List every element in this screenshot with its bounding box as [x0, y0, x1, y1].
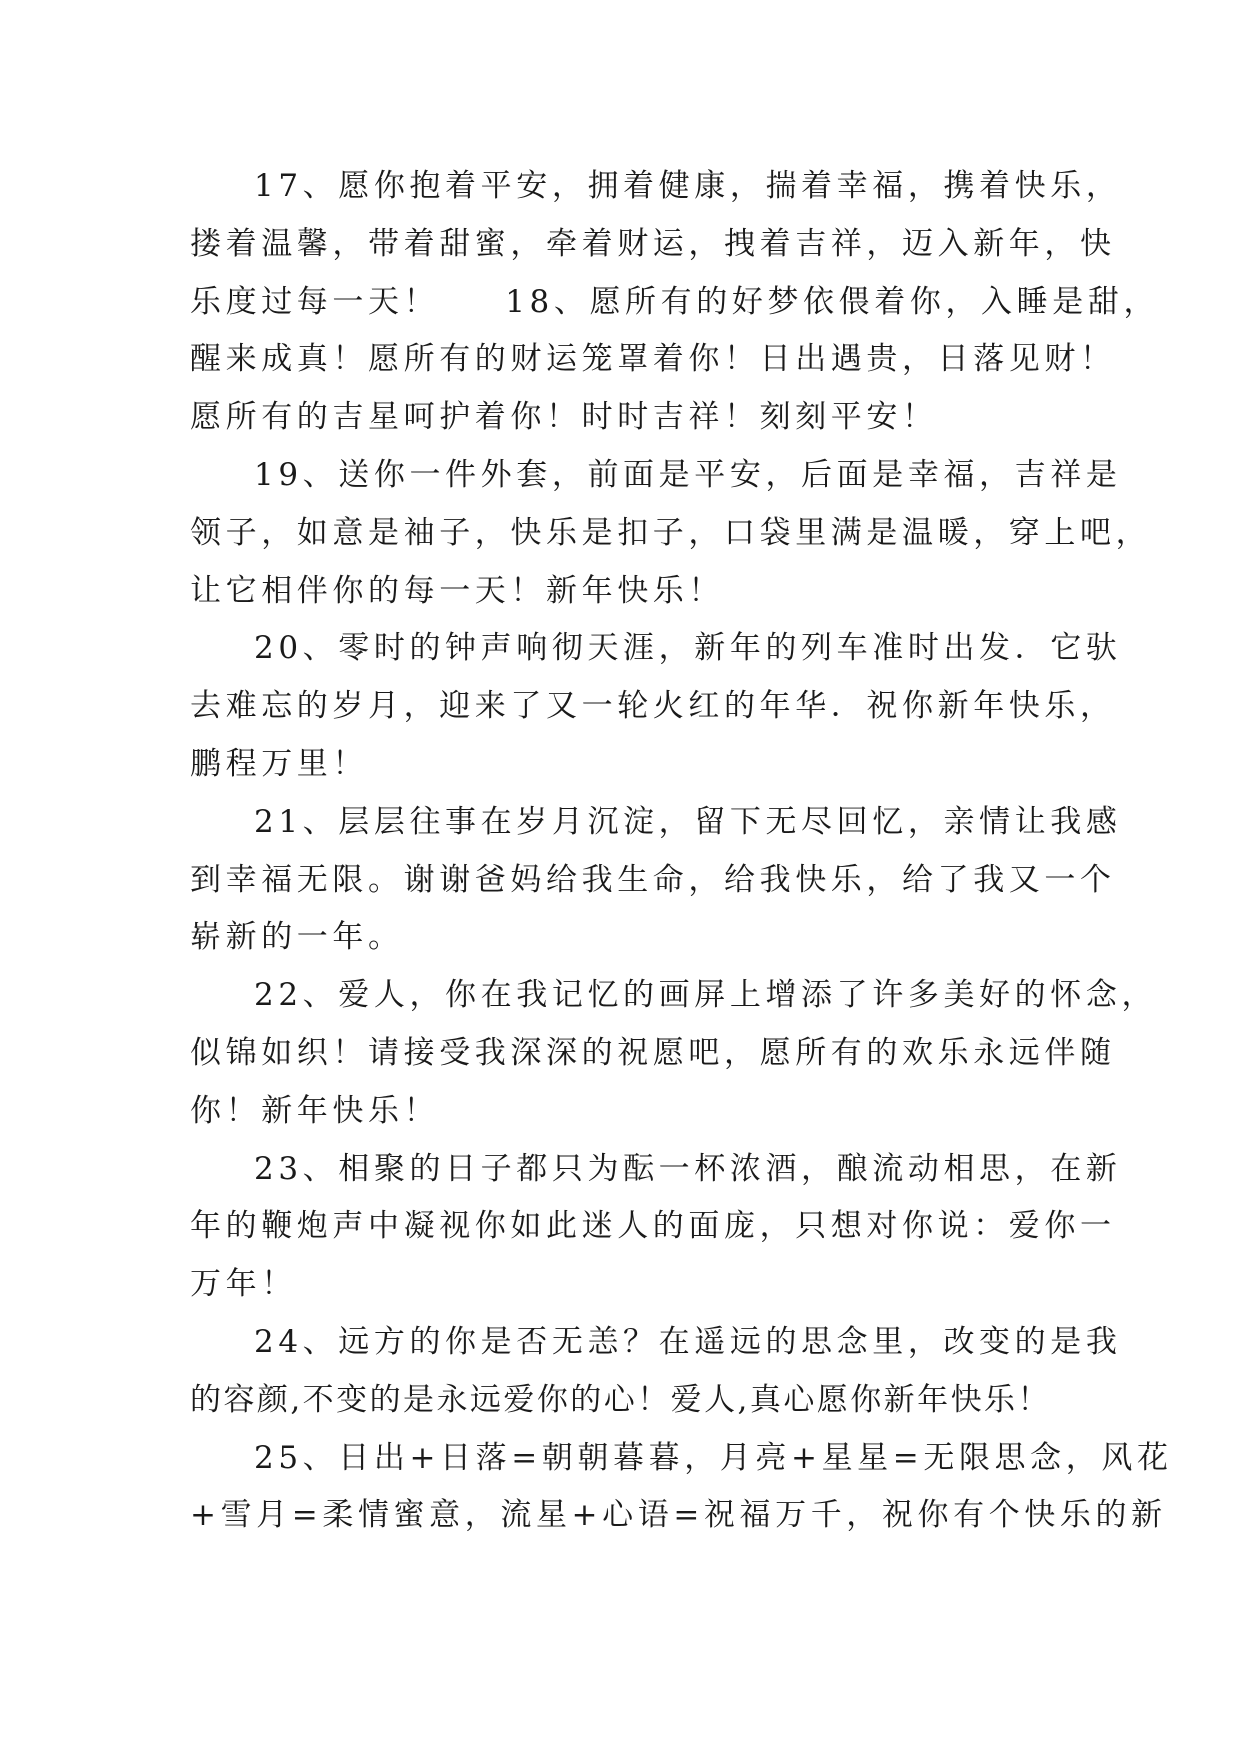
text-line	[190, 276, 1160, 334]
text-line: 20、零时的钟声响彻天涯，新年的列车准时出发．它驮	[254, 630, 1122, 667]
text-line: 让它相伴你的每一天！新年快乐！	[190, 572, 724, 609]
text-line: 去难忘的岁月，迎来了又一轮火红的年华．祝你新年快乐，	[190, 688, 1116, 725]
text-line: 搂着温馨，带着甜蜜，牵着财运，拽着吉祥，迈入新年，快	[190, 225, 1116, 262]
text-line: 22、爱人，你在我记忆的画屏上增添了许多美好的怀念，	[254, 977, 1158, 1014]
text-line: 23、相聚的日子都只为酝一杯浓酒，酿流动相思，在新	[254, 1150, 1122, 1187]
text-line: 崭新的一年。	[190, 919, 404, 956]
text-line: 鹏程万里！	[190, 745, 368, 782]
text-line: 24、远方的你是否无恙？在遥远的思念里，改变的是我	[254, 1323, 1122, 1360]
document-body	[190, 160, 1173, 1547]
text-line: 似锦如织！请接受我深深的祝愿吧，愿所有的欢乐永远伴随	[190, 1034, 1116, 1071]
text-line: 你！新年快乐！	[190, 1092, 440, 1129]
text-line-segment: 18、愿所有的好梦依偎着你，入睡是甜，	[505, 283, 1160, 320]
text-line: 17、愿你抱着平安，拥着健康，揣着幸福，携着快乐，	[254, 168, 1122, 204]
text-line: +雪月=柔情蜜意，流星+心语=祝福万千，祝你有个快乐的新	[190, 1497, 1167, 1534]
text-line: 万年！	[190, 1266, 297, 1303]
text-line: 25、日出+日落=朝朝暮暮，月亮+星星=无限思念，风花	[254, 1439, 1173, 1476]
text-line: 19、送你一件外套，前面是平安，后面是幸福，吉祥是	[254, 456, 1122, 493]
text-line: 到幸福无限。谢谢爸妈给我生命，给我快乐，给了我又一个	[190, 861, 1116, 898]
text-line: 愿所有的吉星呵护着你！时时吉祥！刻刻平安！	[190, 399, 938, 436]
text-line: 21、层层往事在岁月沉淀，留下无尽回忆，亲情让我感	[254, 803, 1122, 840]
text-line-segment: 乐度过每一天！	[190, 283, 440, 320]
text-line: 领子，如意是袖子，快乐是扣子，口袋里满是温暖，穿上吧，	[190, 514, 1152, 551]
text-line: 醒来成真！愿所有的财运笼罩着你！日出遇贵，日落见财！	[190, 341, 1116, 378]
text-line: 年的鞭炮声中凝视你如此迷人的面庞，只想对你说：爱你一	[190, 1208, 1116, 1245]
text-line: 的容颜,不变的是永远爱你的心！爱人,真心愿你新年快乐！	[190, 1381, 1050, 1418]
